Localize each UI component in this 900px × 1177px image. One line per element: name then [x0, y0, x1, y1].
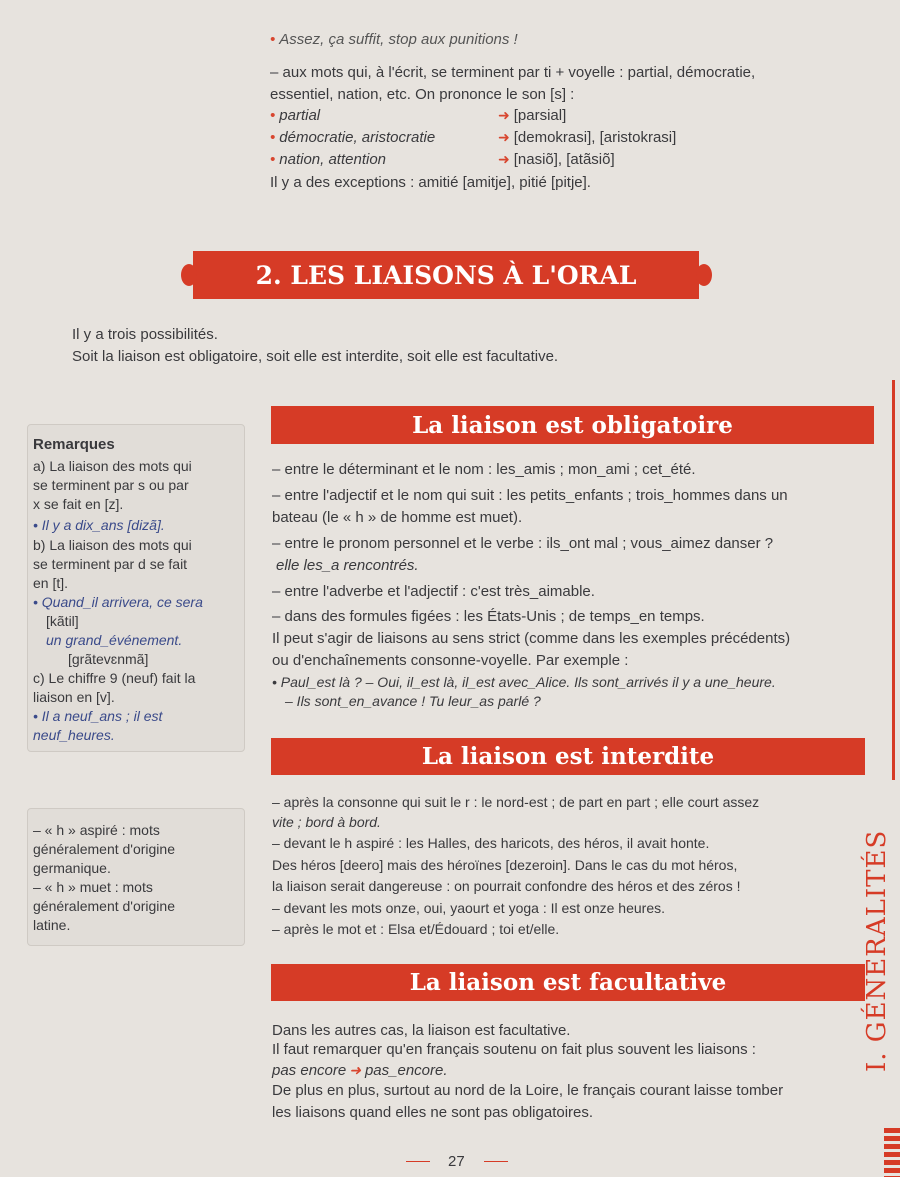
h-box-line: – « h » muet : mots [33, 879, 153, 895]
facult-line: Dans les autres cas, la liaison est facultative. [272, 1022, 571, 1039]
remarques-line: en [t]. [33, 575, 69, 591]
interdite-heading: La liaison est interdite [271, 738, 865, 775]
page-number-rule-right [484, 1161, 508, 1162]
example-word: • démocratie, aristocratie [270, 129, 436, 146]
facult-line: De plus en plus, surtout au nord de la Loire, le français courant laisse tomber [272, 1082, 784, 1099]
facult-example: pas encore ➜ pas_encore. [272, 1062, 448, 1079]
interdite-line: – devant les mots onze, oui, yaourt et yoga : Il est onze heures. [272, 900, 666, 916]
h-box-line: – « h » aspiré : mots [33, 822, 160, 838]
remarques-example: • Il y a dix_ans [dizã]. [33, 517, 165, 533]
rule-ti-line-2: essentiel, nation, etc. On prononce le son [s] : [270, 86, 575, 103]
oblig-line: bateau (le « h » de homme est muet). [272, 509, 523, 526]
facult-line: Il faut remarquer qu'en français soutenu on fait plus souvent les liaisons : [272, 1041, 756, 1058]
interdite-line: – après la consonne qui suit le r : le nord-est ; de part en part ; elle court assez [272, 794, 760, 810]
intro-line: Soit la liaison est obligatoire, soit elle est interdite, soit elle est facultative. [72, 348, 559, 365]
page-number: 27 [448, 1153, 465, 1170]
remarques-title: Remarques [33, 436, 115, 453]
h-box-line: généralement d'origine [33, 841, 175, 857]
remarques-example: • Quand_il arrivera, ce sera [33, 594, 203, 610]
page-number-rule-left [406, 1161, 430, 1162]
interdite-line: Des héros [deero] mais des héroïnes [dezeroin]. Dans le cas du mot héros, [272, 857, 738, 873]
side-tab-label: I. GÉNÉRALITÉS [862, 829, 892, 1072]
oblig-example: • Paul_est là ? – Oui, il_est là, il_est avec_Alice. Ils sont_arrivés il y a une_heure. [272, 674, 776, 690]
remarques-example: • Il a neuf_ans ; il est [33, 708, 163, 724]
h-box-line: généralement d'origine [33, 898, 175, 914]
oblig-example: – Ils sont_en_avance ! Tu leur_as parlé ? [285, 693, 541, 709]
oblig-line: Il peut s'agir de liaisons au sens strict (comme dans les exemples précédents) [272, 630, 791, 647]
remarques-line: a) La liaison des mots qui [33, 458, 192, 474]
banner-end-right [696, 264, 712, 286]
example-sentence: • Assez, ça suffit, stop aux punitions ! [270, 31, 518, 48]
oblig-line: – entre l'adjectif et le nom qui suit : les petits_enfants ; trois_hommes dans un [272, 487, 788, 504]
oblig-line: – entre le déterminant et le nom : les_amis ; mon_ami ; cet_été. [272, 461, 696, 478]
oblig-line: elle les_a rencontrés. [276, 557, 419, 574]
facultative-heading: La liaison est facultative [271, 964, 865, 1001]
remarques-pron: [kãtil] [46, 613, 79, 629]
example-pron: ➜ [nasiõ], [atãsiõ] [498, 151, 615, 168]
intro-line: Il y a trois possibilités. [72, 326, 218, 343]
interdite-line: – après le mot et : Elsa et/Édouard ; toi et/elle. [272, 921, 560, 937]
interdite-line: la liaison serait dangereuse : on pourrait confondre des héros et des zéros ! [272, 878, 741, 894]
example-word: • partial [270, 107, 321, 124]
interdite-line: vite ; bord à bord. [272, 814, 381, 830]
remarques-line: b) La liaison des mots qui [33, 537, 192, 553]
obligatoire-heading: La liaison est obligatoire [271, 406, 874, 444]
remarques-line: c) Le chiffre 9 (neuf) fait la [33, 670, 196, 686]
oblig-line: ou d'enchaînements consonne-voyelle. Par exemple : [272, 652, 629, 669]
example-pron: ➜ [demokrasi], [aristokrasi] [498, 129, 677, 146]
remarques-example: un grand_événement. [46, 632, 183, 648]
side-tab-marker [884, 1128, 900, 1177]
section-title: 2. LES LIAISONS À L'ORAL [193, 251, 699, 299]
banner-end-left [181, 264, 197, 286]
side-tab-rule [892, 380, 895, 780]
h-box-line: latine. [33, 917, 71, 933]
h-box-line: germanique. [33, 860, 111, 876]
exceptions-line: Il y a des exceptions : amitié [amitje], pitié [pitje]. [270, 174, 591, 191]
remarques-example: neuf_heures. [33, 727, 115, 743]
example-word: • nation, attention [270, 151, 387, 168]
remarques-line: liaison en [v]. [33, 689, 115, 705]
remarques-line: se terminent par d se fait [33, 556, 188, 572]
interdite-line: – devant le h aspiré : les Halles, des haricots, des héros, il avait honte. [272, 835, 710, 851]
arrow-icon: ➜ [349, 1062, 361, 1078]
example-pron: ➜ [parsial] [498, 107, 567, 124]
oblig-line: – dans des formules figées : les États-Unis ; de temps_en temps. [272, 608, 705, 625]
remarques-line: se terminent par s ou par [33, 477, 189, 493]
remarques-pron: [grãtevɛnmã] [68, 651, 149, 667]
oblig-line: – entre l'adverbe et l'adjectif : c'est très_aimable. [272, 583, 595, 600]
facult-line: les liaisons quand elles ne sont pas obligatoires. [272, 1104, 594, 1121]
rule-ti-line: – aux mots qui, à l'écrit, se terminent par ti + voyelle : partial, démocratie, [270, 64, 756, 81]
oblig-line: – entre le pronom personnel et le verbe : ils_ont mal ; vous_aimez danser ? [272, 535, 774, 552]
remarques-line: x se fait en [z]. [33, 496, 124, 512]
